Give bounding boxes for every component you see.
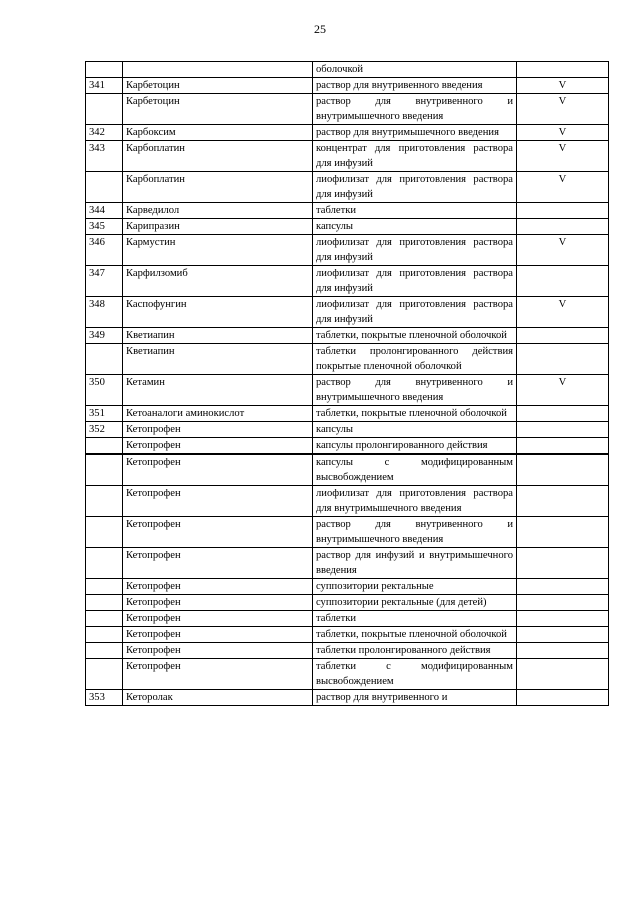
vital-mark bbox=[517, 595, 609, 611]
row-number bbox=[86, 595, 123, 611]
dosage-form: таблетки пролонгированного действия bbox=[313, 643, 517, 659]
vital-mark bbox=[517, 611, 609, 627]
dosage-form: раствор для внутривенного и bbox=[313, 690, 517, 706]
drug-name: Карбетоцин bbox=[123, 94, 313, 125]
drug-name: Кетоаналоги аминокислот bbox=[123, 406, 313, 422]
drug-name: Карведилол bbox=[123, 203, 313, 219]
table-row bbox=[86, 643, 609, 659]
row-number bbox=[86, 94, 123, 125]
row-number: 347 bbox=[86, 266, 123, 297]
row-number bbox=[86, 579, 123, 595]
table-row bbox=[86, 297, 609, 328]
vital-mark bbox=[517, 517, 609, 548]
row-number: 343 bbox=[86, 141, 123, 172]
dosage-form: лиофилизат для приготовления раствора для инфузий bbox=[313, 172, 517, 203]
table-row bbox=[86, 62, 609, 78]
drug-name: Карбоплатин bbox=[123, 141, 313, 172]
row-number bbox=[86, 643, 123, 659]
dosage-form: раствор для внутримышечного введения bbox=[313, 125, 517, 141]
table-body bbox=[86, 62, 609, 706]
drug-name: Кетопрофен bbox=[123, 517, 313, 548]
drug-name: Карбоксим bbox=[123, 125, 313, 141]
row-number bbox=[86, 627, 123, 643]
row-number bbox=[86, 659, 123, 690]
drug-name: Карбетоцин bbox=[123, 78, 313, 94]
dosage-form: таблетки с модифицированным высвобождением bbox=[313, 659, 517, 690]
dosage-form: раствор для инфузий и внутримышечного введения bbox=[313, 548, 517, 579]
drug-name: Кетопрофен bbox=[123, 438, 313, 455]
table-row bbox=[86, 235, 609, 266]
dosage-form: лиофилизат для приготовления раствора для инфузий bbox=[313, 266, 517, 297]
table-row bbox=[86, 219, 609, 235]
table-row bbox=[86, 579, 609, 595]
table-row bbox=[86, 125, 609, 141]
row-number bbox=[86, 438, 123, 455]
dosage-form: капсулы с модифицированным высвобождением bbox=[313, 454, 517, 486]
vital-mark bbox=[517, 579, 609, 595]
row-number bbox=[86, 548, 123, 579]
row-number bbox=[86, 611, 123, 627]
dosage-form: таблетки, покрытые пленочной оболочкой bbox=[313, 328, 517, 344]
vital-mark bbox=[517, 548, 609, 579]
vital-mark bbox=[517, 62, 609, 78]
drug-name: Карфилзомиб bbox=[123, 266, 313, 297]
vital-mark: V bbox=[517, 125, 609, 141]
table-row bbox=[86, 266, 609, 297]
vital-mark bbox=[517, 422, 609, 438]
vital-mark bbox=[517, 454, 609, 486]
row-number bbox=[86, 454, 123, 486]
drug-list-table bbox=[85, 61, 609, 706]
table-row bbox=[86, 454, 609, 486]
dosage-form: лиофилизат для приготовления раствора для инфузий bbox=[313, 235, 517, 266]
table-row bbox=[86, 611, 609, 627]
vital-mark bbox=[517, 486, 609, 517]
vital-mark bbox=[517, 266, 609, 297]
drug-name: Кетопрофен bbox=[123, 595, 313, 611]
dosage-form: лиофилизат для приготовления раствора для инфузий bbox=[313, 297, 517, 328]
vital-mark: V bbox=[517, 297, 609, 328]
table-row bbox=[86, 595, 609, 611]
dosage-form: оболочкой bbox=[313, 62, 517, 78]
dosage-form: раствор для внутривенного введения bbox=[313, 78, 517, 94]
table-row bbox=[86, 328, 609, 344]
table-row bbox=[86, 375, 609, 406]
row-number: 352 bbox=[86, 422, 123, 438]
vital-mark bbox=[517, 643, 609, 659]
drug-name: Кетопрофен bbox=[123, 643, 313, 659]
drug-name: Кетопрофен bbox=[123, 548, 313, 579]
row-number: 342 bbox=[86, 125, 123, 141]
dosage-form: таблетки bbox=[313, 203, 517, 219]
drug-name: Кетамин bbox=[123, 375, 313, 406]
table-row bbox=[86, 548, 609, 579]
drug-name: Кеторолак bbox=[123, 690, 313, 706]
dosage-form: таблетки пролонгированного действия покрытые пленочной оболочкой bbox=[313, 344, 517, 375]
vital-mark: V bbox=[517, 235, 609, 266]
drug-name: Кетопрофен bbox=[123, 611, 313, 627]
drug-name: Кетопрофен bbox=[123, 659, 313, 690]
drug-name: Карипразин bbox=[123, 219, 313, 235]
table-row bbox=[86, 517, 609, 548]
row-number: 345 bbox=[86, 219, 123, 235]
drug-name: Кетопрофен bbox=[123, 627, 313, 643]
vital-mark bbox=[517, 203, 609, 219]
vital-mark: V bbox=[517, 141, 609, 172]
row-number: 346 bbox=[86, 235, 123, 266]
vital-mark bbox=[517, 627, 609, 643]
row-number: 349 bbox=[86, 328, 123, 344]
drug-name: Карбоплатин bbox=[123, 172, 313, 203]
drug-name: Кетопрофен bbox=[123, 454, 313, 486]
drug-name: Кветиапин bbox=[123, 328, 313, 344]
vital-mark bbox=[517, 406, 609, 422]
dosage-form: раствор для внутривенного и внутримышечного введения bbox=[313, 375, 517, 406]
dosage-form: суппозитории ректальные (для детей) bbox=[313, 595, 517, 611]
dosage-form: таблетки, покрытые пленочной оболочкой bbox=[313, 627, 517, 643]
table-row bbox=[86, 690, 609, 706]
table-row bbox=[86, 659, 609, 690]
vital-mark: V bbox=[517, 172, 609, 203]
table-row bbox=[86, 344, 609, 375]
vital-mark: V bbox=[517, 78, 609, 94]
row-number bbox=[86, 62, 123, 78]
vital-mark bbox=[517, 690, 609, 706]
vital-mark: V bbox=[517, 94, 609, 125]
drug-name: Кетопрофен bbox=[123, 486, 313, 517]
table-row bbox=[86, 141, 609, 172]
table-row bbox=[86, 94, 609, 125]
drug-name: Кетопрофен bbox=[123, 579, 313, 595]
dosage-form: лиофилизат для приготовления раствора для внутримышечного введения bbox=[313, 486, 517, 517]
page-number: 25 bbox=[314, 22, 326, 36]
vital-mark bbox=[517, 438, 609, 455]
dosage-form: капсулы пролонгированного действия bbox=[313, 438, 517, 455]
drug-name: Кетопрофен bbox=[123, 422, 313, 438]
dosage-form: таблетки bbox=[313, 611, 517, 627]
row-number: 348 bbox=[86, 297, 123, 328]
table-row bbox=[86, 486, 609, 517]
table-row bbox=[86, 203, 609, 219]
row-number bbox=[86, 486, 123, 517]
row-number: 341 bbox=[86, 78, 123, 94]
dosage-form: раствор для внутривенного и внутримышечного введения bbox=[313, 517, 517, 548]
vital-mark bbox=[517, 344, 609, 375]
row-number: 353 bbox=[86, 690, 123, 706]
row-number: 344 bbox=[86, 203, 123, 219]
drug-name: Кветиапин bbox=[123, 344, 313, 375]
dosage-form: капсулы bbox=[313, 422, 517, 438]
drug-name: Каспофунгин bbox=[123, 297, 313, 328]
vital-mark bbox=[517, 219, 609, 235]
row-number bbox=[86, 344, 123, 375]
dosage-form: таблетки, покрытые пленочной оболочкой bbox=[313, 406, 517, 422]
row-number: 350 bbox=[86, 375, 123, 406]
dosage-form: концентрат для приготовления раствора для инфузий bbox=[313, 141, 517, 172]
row-number bbox=[86, 517, 123, 548]
table-row bbox=[86, 172, 609, 203]
table-row bbox=[86, 438, 609, 455]
table-row bbox=[86, 406, 609, 422]
vital-mark bbox=[517, 659, 609, 690]
table-row bbox=[86, 627, 609, 643]
vital-mark bbox=[517, 328, 609, 344]
vital-mark: V bbox=[517, 375, 609, 406]
dosage-form: суппозитории ректальные bbox=[313, 579, 517, 595]
row-number: 351 bbox=[86, 406, 123, 422]
drug-name: Кармустин bbox=[123, 235, 313, 266]
table-row bbox=[86, 422, 609, 438]
drug-name bbox=[123, 62, 313, 78]
dosage-form: капсулы bbox=[313, 219, 517, 235]
dosage-form: раствор для внутривенного и внутримышечного введения bbox=[313, 94, 517, 125]
table-row bbox=[86, 78, 609, 94]
row-number bbox=[86, 172, 123, 203]
